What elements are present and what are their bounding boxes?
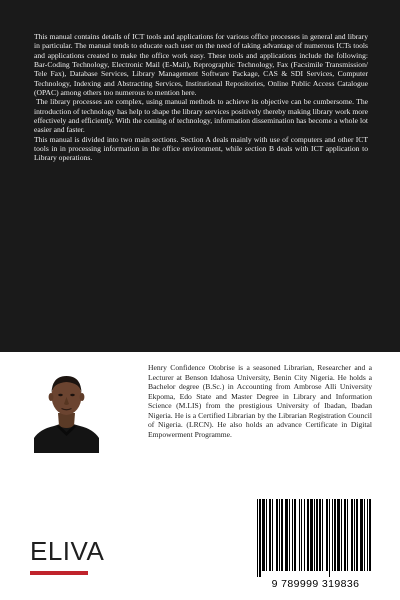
- barcode-icon: [253, 499, 378, 577]
- publisher-logo-text: ELIVA: [30, 536, 105, 566]
- author-photo: [34, 366, 99, 453]
- book-description: [34, 32, 368, 163]
- publisher-logo-bar: [30, 571, 88, 575]
- author-portrait-icon: [34, 366, 99, 453]
- author-biography: Henry Confidence Otobrise is a seasoned Librarian, Researcher and a Lecturer at Benson Idahosa University, Benin City Nigeria. He holds a Bachelor degree (B.Sc.) in Accounting from Ambrose Alli University Ekpoma, Edo State and Master Degree in Library and Information Science (M.LIS) from the prestigious University of Ibadan, Ibadan Nigeria. He is a Certified Librarian by the Librarian Registration Council of Nigeria. (LRCN). He also holds an advance Certificate in Digital Empowerment Programme.: [148, 363, 372, 439]
- publisher-logo: [30, 536, 105, 583]
- isbn-barcode: [253, 487, 378, 593]
- description-paragraph-1: This manual contains details of ICT tools and applications for various office processes in general and library in particular. The manual tends to educate each user on the need of taking advantage of numerous ICTs tools and applications created to make the office work easy. These tools and applications include the following: Bar-Coding Technology, Electronic Mail (E-Mail), Reprographic Technology, Fax (Facsimile Transmission/ Tele Fax), Database Services, Library Management Software Package, CAS & SDI Services, Computer Technology, Indexing and Abstracting Services, Institutional Repositories, Online Public Access Catalogue (OPAC) among others too numerous to mention here.: [34, 32, 368, 98]
- description-paragraph-3: This manual is divided into two main sections. Section A deals mainly with use of computers and other ICT tools in in processing information in the office environment, while section B deals with ICT application to Library operations.: [34, 134, 368, 163]
- barcode-digits: 9 789999 319836: [271, 578, 360, 590]
- description-paragraph-2: The library processes are complex, using manual methods to achieve its objective can be cumbersome. The introduction of technology has help to shape the library services positively thereby making library work more effectively and efficiently. With the coming of technology, information dissemination has become a whole lot easier and faster.: [34, 97, 368, 135]
